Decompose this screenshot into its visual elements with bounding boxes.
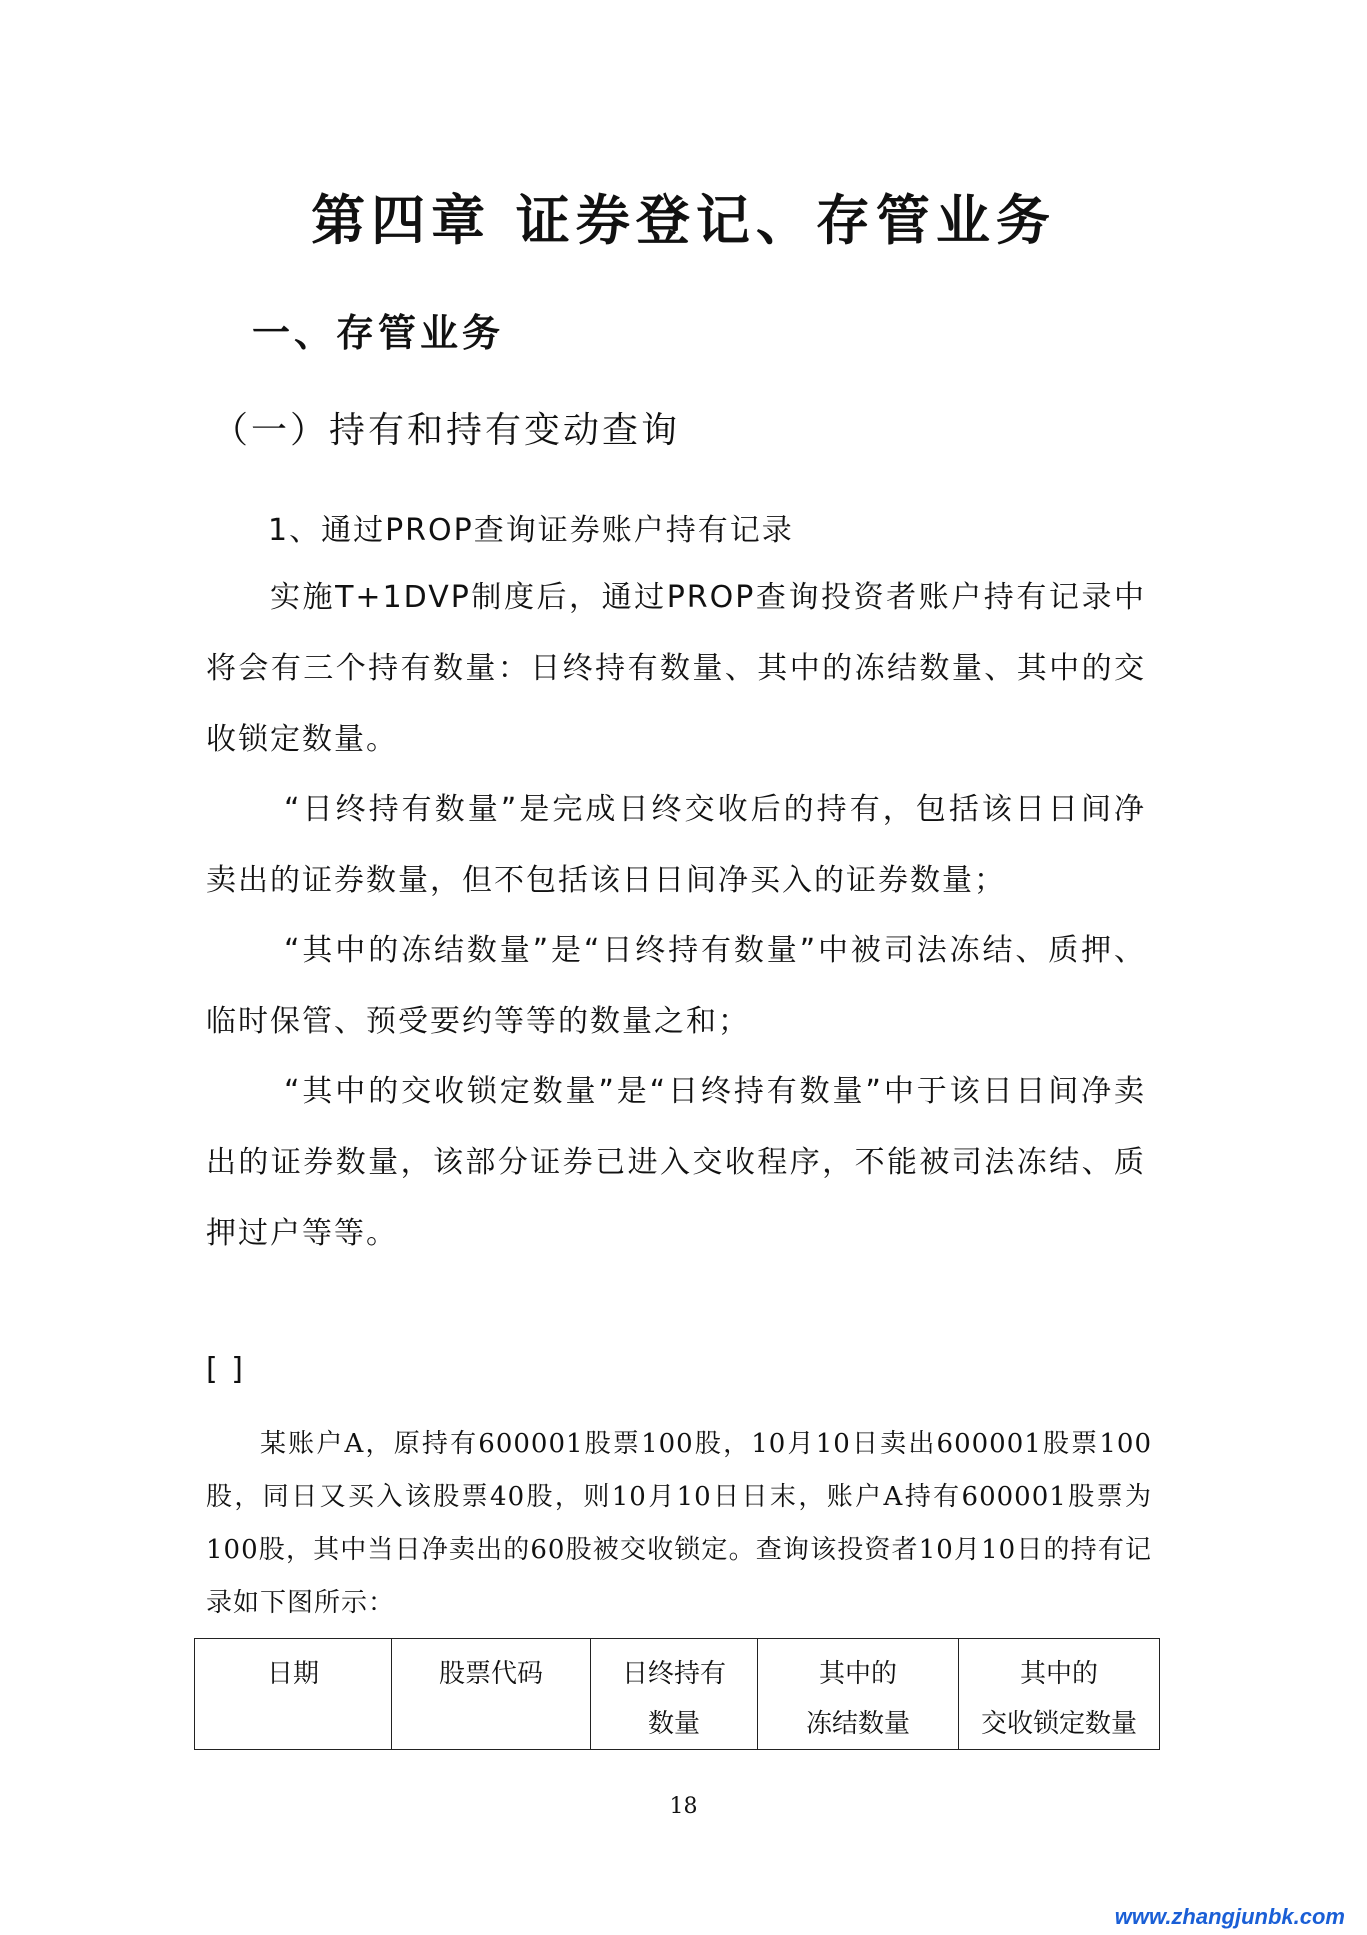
watermark-link[interactable]: www.zhangjunbk.com (1114, 1904, 1345, 1929)
paragraph-frozen-quantity: “其中的冻结数量”是“日终持有数量”中被司法冻结、质押、临时保管、预受要约等等的数量之和； (206, 933, 1146, 1039)
table-header-cell (959, 1639, 1160, 1750)
header-stock-code: 股票代码 (438, 1659, 543, 1689)
header-settlement-locked-line2: 交收锁定数量 (980, 1709, 1137, 1739)
item-heading: 1、通过PROP查询证券账户持有记录 (268, 513, 794, 548)
subsection-heading: （一）持有和持有变动查询 (212, 410, 681, 451)
header-eod-holding: 日终持有 (621, 1659, 726, 1689)
header-settlement-locked: 其中的 (1019, 1659, 1098, 1689)
table-header-row (195, 1639, 1160, 1750)
header-frozen-line2: 冻结数量 (805, 1709, 910, 1739)
table-header-cell (591, 1639, 758, 1750)
header-date: 日期 (266, 1659, 319, 1689)
paragraph-end-of-day-holding: “日终持有数量”是完成日终交收后的持有，包括该日日间净卖出的证券数量，但不包括该日日间净买入的证券数量； (206, 792, 1146, 898)
table-header-cell (758, 1639, 959, 1750)
table-header-cell (195, 1639, 392, 1750)
chapter-title: 第四章 证券登记、存管业务 (311, 188, 1056, 252)
paragraph-holding-quantities: 实施T+1DVP制度后，通过PROP查询投资者账户持有记录中将会有三个持有数量：日终持有数量、其中的冻结数量、其中的交收锁定数量。 (206, 580, 1146, 757)
holdings-table (194, 1638, 1160, 1750)
section-heading: 一、存管业务 (252, 310, 505, 355)
bracket-note: [ ] (206, 1352, 245, 1387)
page-number: 18 (669, 1794, 698, 1819)
example-paragraph: 某账户A，原持有600001股票100股，10月10日卖出600001股票100股，同日又买入该股票40股，则10月10日日末，账户A持有600001股票为100股，其中当日净卖出的60股被交收锁定。查询该投资者10月10日的持有记录如下图所示： (206, 1429, 1152, 1618)
header-eod-holding-line2: 数量 (647, 1709, 700, 1739)
paragraph-settlement-locked-quantity: “其中的交收锁定数量”是“日终持有数量”中于该日日间净卖出的证券数量，该部分证券已进入交收程序，不能被司法冻结、质押过户等等。 (206, 1074, 1146, 1251)
table-header-cell (392, 1639, 591, 1750)
header-frozen: 其中的 (818, 1659, 897, 1689)
